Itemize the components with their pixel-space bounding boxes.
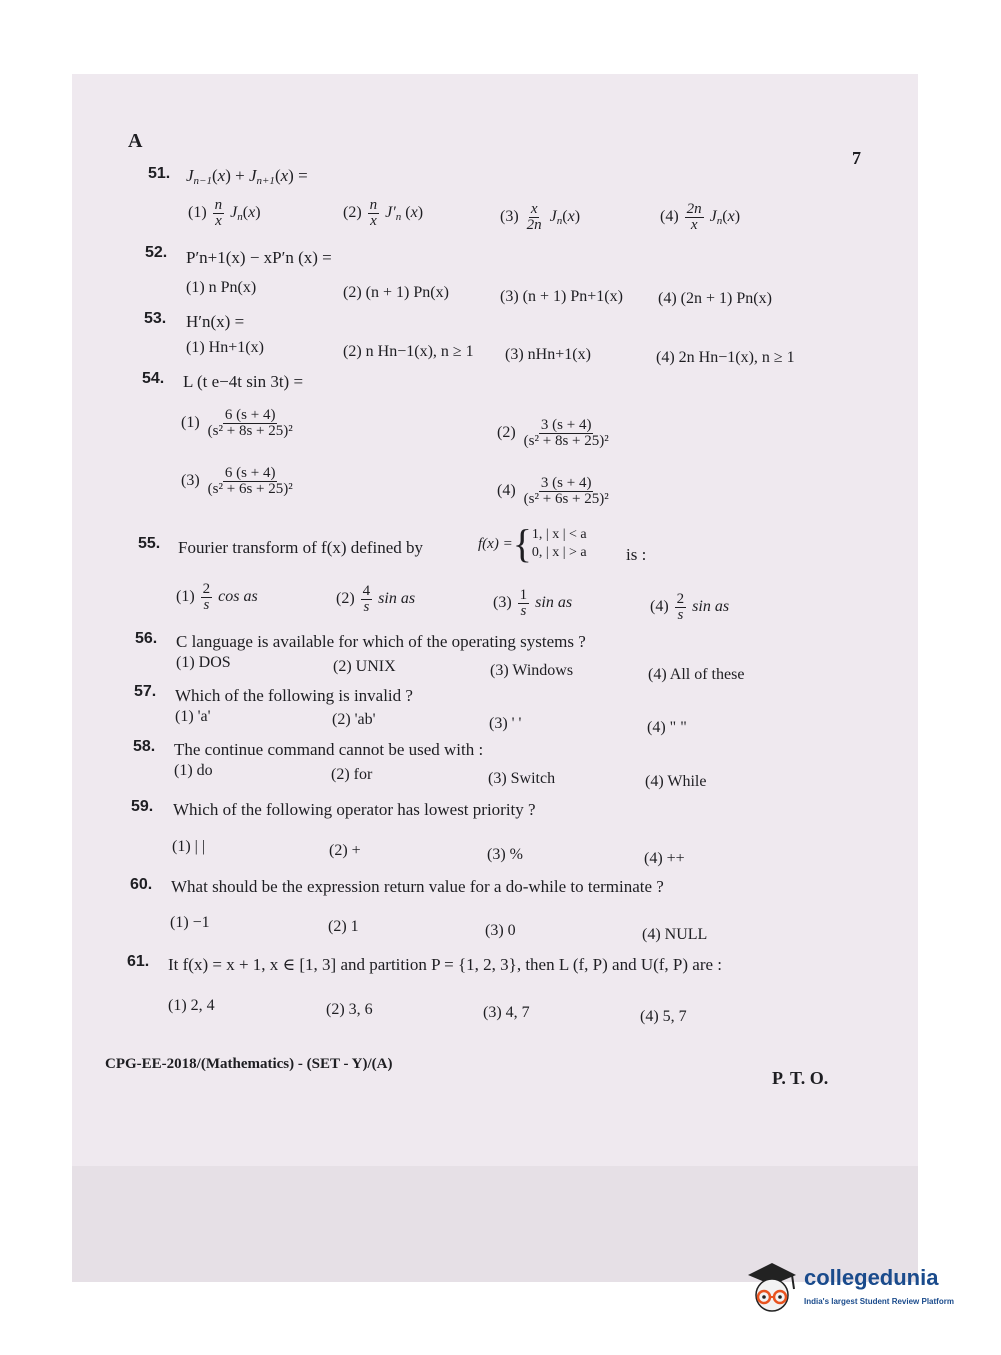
question-number: 52. — [145, 244, 168, 261]
question-number: 55. — [138, 535, 161, 552]
question-stem: H′n(x) = — [186, 312, 245, 331]
option-2: (2) $\frac{n}{x}$ $J'_n$ (x) — [343, 197, 424, 229]
option-1: (1) 2, 4 — [168, 997, 215, 1014]
option-3: (3) Switch — [488, 770, 556, 787]
option-2: (2) n Hn−1(x), n ≥ 1 — [343, 343, 474, 360]
option-2: (2) $\frac{4}{s}$ sin as — [336, 583, 416, 615]
option-2: (2) UNIX — [333, 658, 396, 675]
option-3: (3) ' ' — [489, 715, 522, 732]
option-4: (4) 2n Hn−1(x), n ≥ 1 — [656, 349, 795, 366]
question-stem: The continue command cannot be used with : — [174, 740, 484, 759]
option-1: (1) DOS — [176, 654, 231, 671]
option-2: (2) 1 — [328, 918, 359, 935]
logo-tagline: India's largest Student Review Platform — [804, 1297, 954, 1306]
option-1: (1) $\frac{n}{x}$ $J_n(x)$ — [188, 197, 261, 229]
option-1: (1) n Pn(x) — [186, 279, 257, 296]
option-1: (1) $\frac{6 (s + 4)}{\text{(s² + 8s + 25)²}}$ — [181, 407, 293, 439]
piecewise-function: f(x) ={1, | x | < a 0, | x | > a — [478, 521, 587, 566]
option-2: (2) for — [331, 766, 373, 783]
option-3: (3) 4, 7 — [483, 1004, 530, 1021]
question-stem-tail: is : — [626, 545, 647, 564]
question-number: 59. — [131, 798, 154, 815]
option-1: (1) do — [174, 762, 213, 779]
question-stem: What should be the expression return value for a do-while to terminate ? — [171, 877, 664, 896]
question-stem: Which of the following operator has lowest priority ? — [173, 800, 536, 819]
option-1: (1) −1 — [170, 914, 210, 931]
option-4: (4) $\frac{3 (s + 4)}{\text{(s² + 6s + 25)²}}$ — [497, 475, 609, 507]
question-stem: It f(x) = x + 1, x ∈ [1, 3] and partition P = {1, 2, 3}, then L (f, P) and U(f, P) are : — [168, 955, 723, 974]
question-stem: L (t e−4t sin 3t) = — [183, 372, 304, 391]
paper-code: CPG-EE-2018/(Mathematics) - (SET - Y)/(A) — [105, 1056, 393, 1072]
option-2: (2) $\frac{3 (s + 4)}{\text{(s² + 8s + 25)²}}$ — [497, 417, 609, 449]
logo-wordmark: collegedunia — [804, 1265, 939, 1290]
question-stem: $J_{n-1}(x) + J_{n+1}(x)$ = — [186, 166, 308, 187]
question-number: 54. — [142, 370, 165, 387]
option-3: (3) $\frac{x}{2n}$ $J_n(x)$ — [500, 201, 581, 233]
option-4: (4) (2n + 1) Pn(x) — [658, 290, 772, 307]
option-3: (3) $\frac{6 (s + 4)}{\text{(s² + 6s + 25)²}}$ — [181, 465, 293, 497]
question-number: 58. — [133, 738, 156, 755]
option-3: (3) % — [487, 846, 523, 863]
option-4: (4) " " — [647, 719, 687, 736]
option-1: (1) $\frac{2}{s}$ cos as — [176, 581, 258, 613]
please-turn-over: P. T. O. — [772, 1068, 829, 1088]
option-4: (4) All of these — [648, 666, 745, 683]
option-1: (1) | | — [172, 838, 206, 855]
question-stem: Which of the following is invalid ? — [175, 686, 413, 705]
question-number: 53. — [144, 310, 167, 327]
option-2: (2) + — [329, 842, 361, 859]
option-4: (4) NULL — [642, 926, 708, 943]
option-3: (3) Windows — [490, 662, 574, 679]
question-number: 57. — [134, 683, 157, 700]
option-3: (3) nHn+1(x) — [505, 346, 591, 363]
option-4: (4) While — [645, 773, 707, 790]
option-1: (1) Hn+1(x) — [186, 339, 264, 356]
option-3: (3) (n + 1) Pn+1(x) — [500, 288, 623, 305]
question-number: 60. — [130, 876, 153, 893]
question-number: 56. — [135, 630, 158, 647]
option-2: (2) 3, 6 — [326, 1001, 373, 1018]
collegedunia-logo — [742, 1255, 982, 1317]
option-2: (2) (n + 1) Pn(x) — [343, 284, 449, 301]
option-4: (4) ++ — [644, 850, 685, 867]
mascot-icon — [742, 1255, 804, 1317]
option-3: (3) 0 — [485, 922, 516, 939]
option-1: (1) 'a' — [175, 708, 211, 725]
option-4: (4) $\frac{2}{s}$ sin as — [650, 591, 730, 623]
option-4: (4) $\frac{2n}{x}$ $J_n(x)$ — [660, 201, 741, 233]
option-4: (4) 5, 7 — [640, 1008, 687, 1025]
set-letter: A — [128, 130, 143, 152]
question-stem: Fourier transform of f(x) defined by — [178, 538, 424, 557]
question-stem: C language is available for which of the operating systems ? — [176, 632, 586, 651]
page-number: 7 — [852, 148, 861, 168]
question-stem: P′n+1(x) − xP′n (x) = — [186, 248, 332, 267]
option-3: (3) $\frac{1}{s}$ sin as — [493, 587, 573, 619]
question-number: 61. — [127, 953, 150, 970]
question-number: 51. — [148, 165, 171, 182]
option-2: (2) 'ab' — [332, 711, 376, 728]
